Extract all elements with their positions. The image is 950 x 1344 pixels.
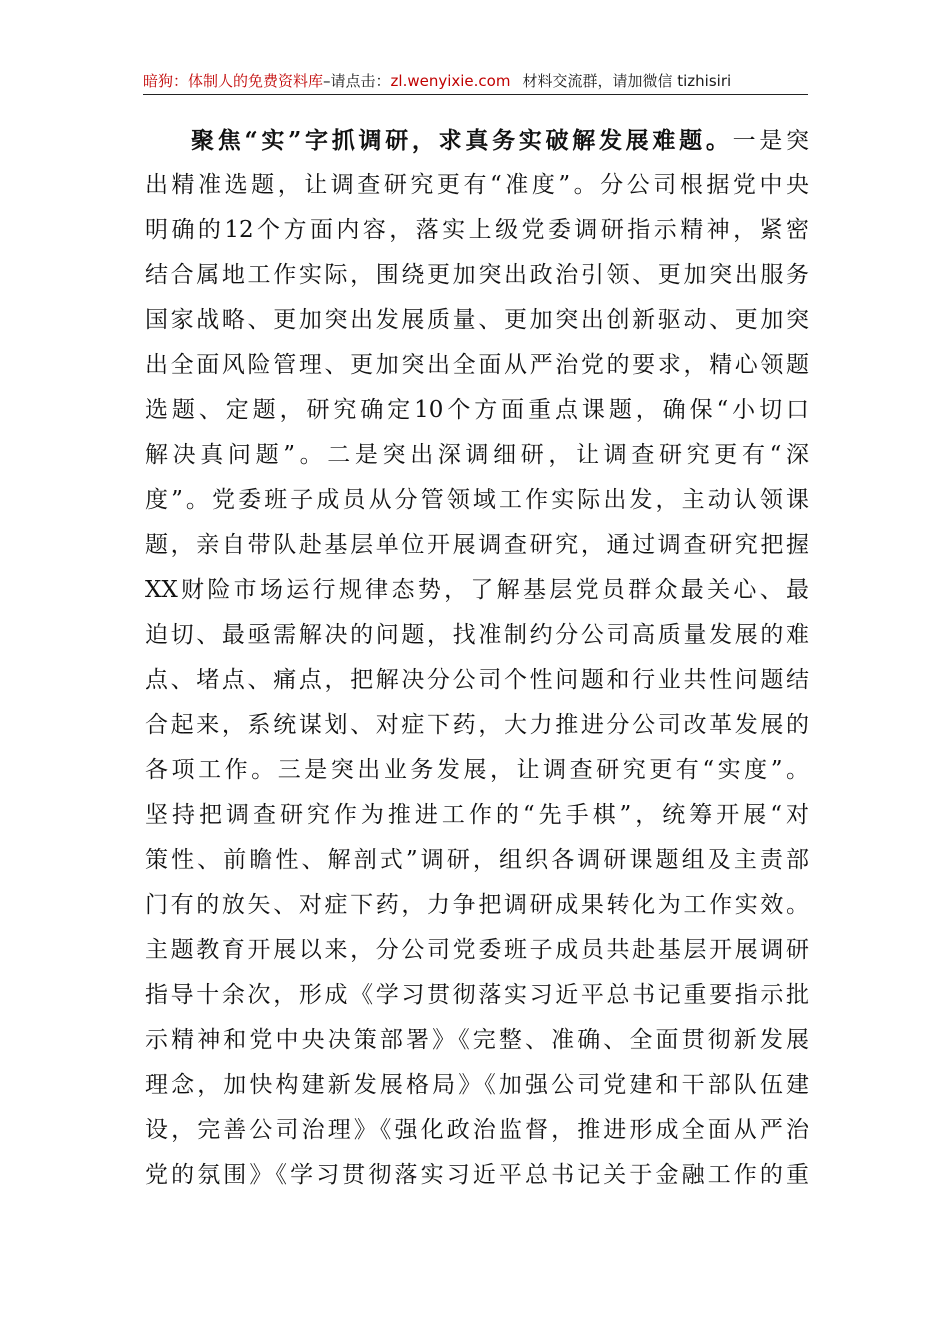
text-line: 出精准选题，让调查研究更有“准度”。分公司根据党中央 [145,172,809,198]
text-line: 解决真问题”。二是突出深调细研，让调查研究更有“深 [145,442,809,468]
body-paragraph [145,118,809,1198]
text-line: 策性、前瞻性、解剖式”调研，组织各调研课题组及主责部 [145,847,809,873]
text-line: 结合属地工作实际，围绕更加突出政治引领、更加突出服务 [145,262,809,288]
text-line: 党的氛围》《学习贯彻落实习近平总书记关于金融工作的重 [145,1162,809,1188]
text-line: 出全面风险管理、更加突出全面从严治党的要求，精心领题 [145,352,809,378]
text-line-rest: 一是突 [732,128,809,154]
text-line: 合起来，系统谋划、对症下药，大力推进分公司改革发展的 [145,712,809,738]
text-line: 门有的放矢、对症下药，力争把调研成果转化为工作实效。 [145,892,809,918]
text-line: 指导十余次，形成《学习贯彻落实习近平总书记重要指示批 [145,982,809,1008]
text-line: 点、堵点、痛点，把解决分公司个性问题和行业共性问题结 [145,667,809,693]
text-line: 国家战略、更加突出发展质量、更加突出创新驱动、更加突 [145,307,809,333]
text-line: 示精神和党中央决策部署》《完整、准确、全面贯彻新发展 [145,1027,809,1053]
header-site-name: 暗狗：体制人的免费资料库 [143,72,324,90]
text-line: 明确的12个方面内容，落实上级党委调研指示精神，紧密 [145,217,809,243]
page-header [143,70,808,94]
header-wechat-note: 材料交流群，请加微信 tizhisiri [522,72,732,90]
text-line: 度”。党委班子成员从分管领域工作实际出发，主动认领课 [145,487,809,513]
text-line: 坚持把调查研究作为推进工作的“先手棋”，统筹开展“对 [145,802,809,828]
text-line: 题，亲自带队赴基层单位开展调查研究，通过调查研究把握 [145,532,809,558]
text-line: 选题、定题，研究确定10个方面重点课题，确保“小切口 [145,397,809,423]
text-line: 理念，加快构建新发展格局》《加强公司党建和干部队伍建 [145,1072,809,1098]
text-line: XX财险市场运行规律态势，了解基层党员群众最关心、最 [145,577,809,603]
text-line: 迫切、最亟需解决的问题，找准制约分公司高质量发展的难 [145,622,809,648]
paragraph-heading: 聚焦“实”字抓调研，求真务实破解发展难题。 [191,127,733,154]
header-click-prompt: –请点击： [323,72,391,90]
text-line: 设，完善公司治理》《强化政治监督，推进形成全面从严治 [145,1117,809,1143]
text-line: 各项工作。三是突出业务发展，让调查研究更有“实度”。 [145,757,809,783]
text-line: 主题教育开展以来，分公司党委班子成员共赴基层开展调研 [145,937,809,963]
header-url-link[interactable]: zl.wenyixie.com [390,72,511,90]
text-line [145,118,809,163]
header-divider [143,94,808,95]
